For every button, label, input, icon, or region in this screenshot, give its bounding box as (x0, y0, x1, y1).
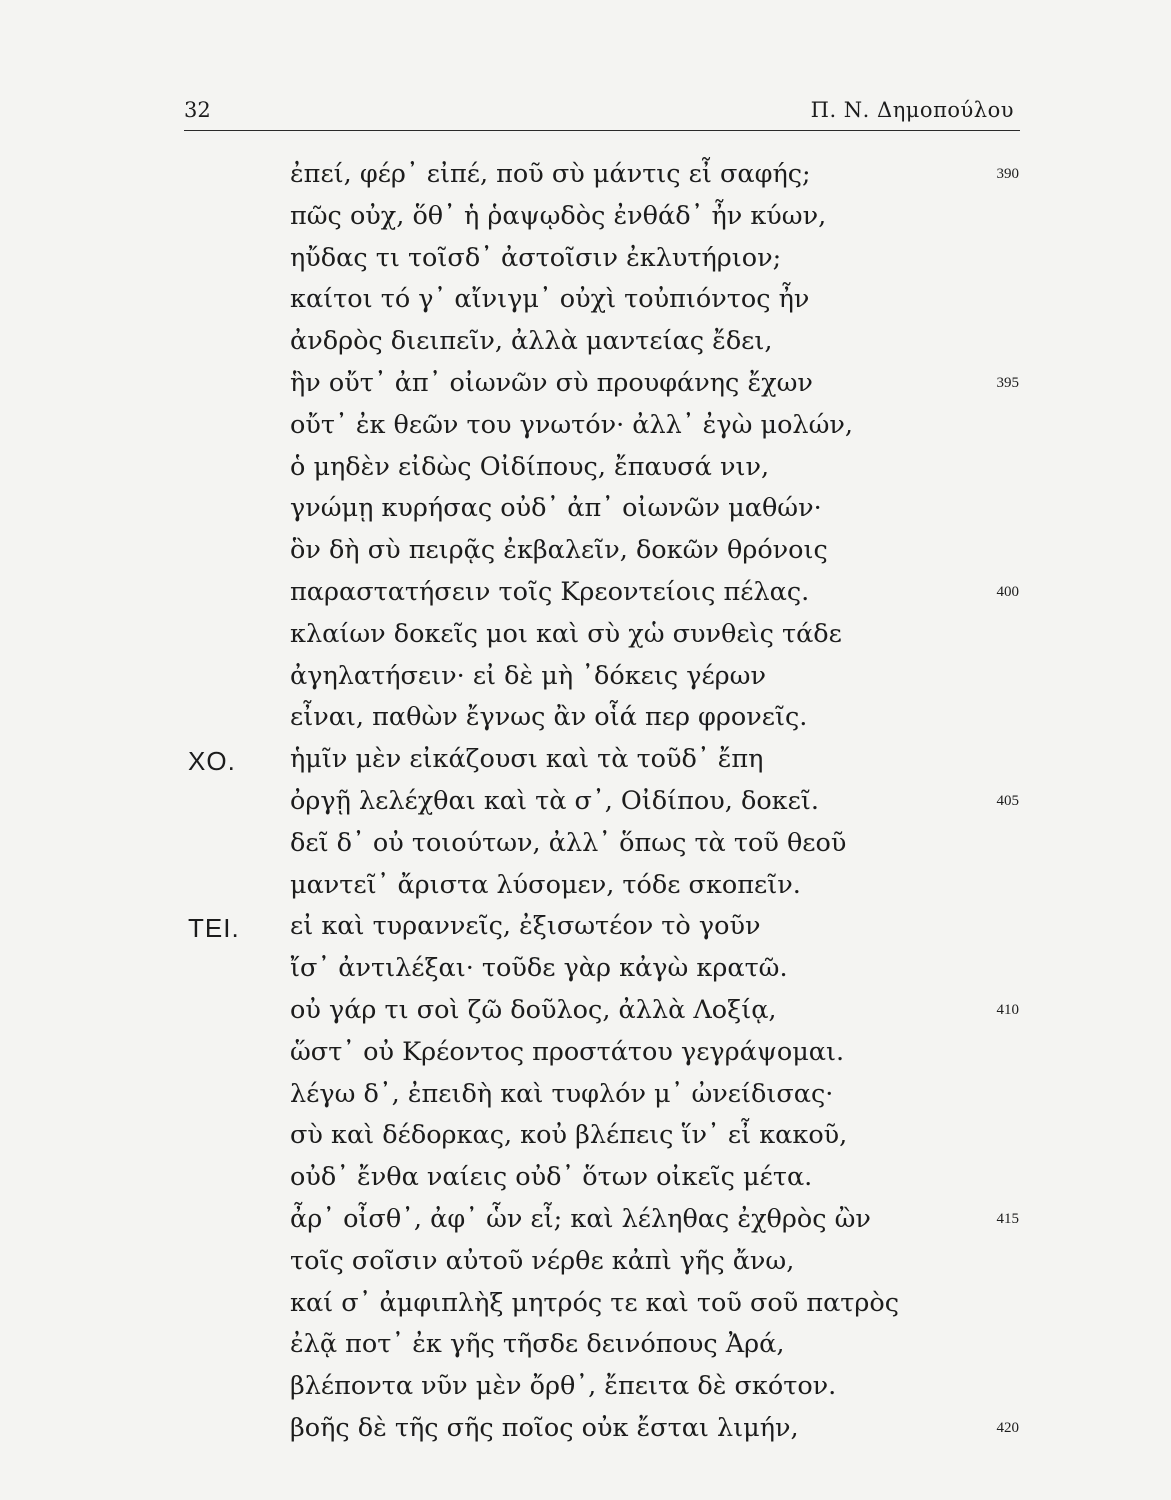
line-number: 410 (996, 1001, 1019, 1018)
verse-line (0, 617, 1171, 659)
verse-line (0, 1160, 1171, 1202)
verse-text: καί σ᾽ ἀμφιπλὴξ μητρός τε καὶ τοῦ σοῦ πατρὸς (290, 1287, 900, 1318)
verse-text: μαντεῖ᾽ ἄριστα λύσομεν, τόδε σκοπεῖν. (290, 869, 801, 900)
verse-text: οὔτ᾽ ἐκ θεῶν του γνωτόν· ἀλλ᾽ ἐγὼ μολών, (290, 409, 853, 440)
verse-text: οὐ γάρ τι σοὶ ζῶ δοῦλος, ἀλλὰ Λοξίᾳ, (290, 994, 777, 1025)
verse-text: εἰ καὶ τυραννεῖς, ἐξισωτέον τὸ γοῦν (290, 911, 761, 942)
verse-line (0, 450, 1171, 492)
verse-line (0, 1035, 1171, 1077)
page-header (184, 96, 1024, 130)
verse-line (0, 993, 1171, 1035)
verse-text: πῶς οὐχ, ὅθ᾽ ἡ ῥαψῳδὸς ἐνθάδ᾽ ἦν κύων, (290, 200, 827, 231)
verse-line (0, 408, 1171, 450)
verse-text: ἆρ᾽ οἶσθ᾽, ἀφ᾽ ὧν εἶ; καὶ λέληθας ἐχθρὸς ὢν (290, 1203, 871, 1234)
line-number: 415 (996, 1210, 1019, 1227)
verse-text: ὀργῇ λελέχθαι καὶ τὰ σ᾽, Οἰδίπου, δοκεῖ. (290, 785, 819, 816)
verse-text: βλέποντα νῦν μὲν ὄρθ᾽, ἔπειτα δὲ σκότον. (290, 1371, 837, 1402)
line-number: 420 (996, 1419, 1019, 1436)
verse-line (0, 1118, 1171, 1160)
verse-text: λέγω δ᾽, ἐπειδὴ καὶ τυφλόν μ᾽ ὠνείδισας· (290, 1078, 834, 1109)
verse-line (0, 742, 1171, 784)
page-number: 32 (184, 98, 211, 122)
verse-text: ἴσ᾽ ἀντιλέξαι· τοῦδε γὰρ κἀγὼ κρατῶ. (290, 953, 788, 984)
verse-text: δεῖ δ᾽ οὐ τοιούτων, ἀλλ᾽ ὅπως τὰ τοῦ θεοῦ (290, 827, 847, 858)
verse-line (0, 1077, 1171, 1119)
verse-text: καίτοι τό γ᾽ αἴνιγμ᾽ οὐχὶ τοὐπιόντος ἦν (290, 284, 810, 315)
verse-text: τοῖς σοῖσιν αὐτοῦ νέρθε κἀπὶ γῆς ἄνω, (290, 1245, 795, 1276)
header-rule (184, 130, 1020, 131)
verse-line (0, 491, 1171, 533)
verse-text: γνώμῃ κυρήσας οὐδ᾽ ἀπ᾽ οἰωνῶν μαθών· (290, 493, 822, 524)
speaker-label: ΤΕΙ. (188, 913, 240, 944)
verse-line (0, 282, 1171, 324)
verse-text: ἡμῖν μὲν εἰκάζουσι καὶ τὰ τοῦδ᾽ ἔπη (290, 744, 764, 775)
line-number: 390 (996, 166, 1019, 182)
verse-line (0, 784, 1171, 826)
line-number: 400 (996, 583, 1019, 600)
verse-line (0, 1369, 1171, 1411)
verse-text: ἣν οὔτ᾽ ἀπ᾽ οἰωνῶν σὺ προυφάνης ἔχων (290, 367, 813, 398)
verse-line (0, 826, 1171, 868)
verse-line (0, 868, 1171, 910)
verse-text: ὥστ᾽ οὐ Κρέοντος προστάτου γεγράψομαι. (290, 1036, 845, 1067)
verse-text: σὺ καὶ δέδορκας, κοὐ βλέπεις ἵν᾽ εἶ κακοῦ, (290, 1120, 848, 1151)
verse-line (0, 909, 1171, 951)
verse-line (0, 951, 1171, 993)
verse-text: ηὔδας τι τοῖσδ᾽ ἀστοῖσιν ἐκλυτήριον; (290, 242, 782, 273)
verse-text: κλαίων δοκεῖς μοι καὶ σὺ χὡ συνθεὶς τάδε (290, 618, 842, 649)
verse-line (0, 533, 1171, 575)
verse-line (0, 1202, 1171, 1244)
verse-line (0, 199, 1171, 241)
verse-text: ἀγηλατήσειν· εἰ δὲ μὴ ᾽δόκεις γέρων (290, 660, 766, 691)
verse-text: βοῆς δὲ τῆς σῆς ποῖος οὐκ ἔσται λιμήν, (290, 1412, 799, 1443)
verse-text: εἶναι, παθὼν ἔγνως ἂν οἷά περ φρονεῖς. (290, 702, 808, 733)
verse-line (0, 700, 1171, 742)
verse-line (0, 1327, 1171, 1369)
verse-line (0, 366, 1171, 408)
verse-text: παραστατήσειν τοῖς Κρεοντείοις πέλας. (290, 576, 810, 607)
verse-line (0, 1286, 1171, 1328)
running-head: Π. Ν. Δημοπούλου (810, 98, 1014, 122)
verse-text: ὁ μηδὲν εἰδὼς Οἰδίπους, ἔπαυσά νιν, (290, 451, 770, 482)
line-number: 405 (996, 792, 1019, 809)
verse-line (0, 575, 1171, 617)
verse-block (0, 157, 1171, 1453)
verse-line (0, 1411, 1171, 1453)
verse-text: ἐλᾷ ποτ᾽ ἐκ γῆς τῆσδε δεινόπους Ἀρά, (290, 1329, 785, 1360)
verse-line (0, 157, 1171, 199)
verse-line (0, 1244, 1171, 1286)
verse-text: ἀνδρὸς διειπεῖν, ἀλλὰ μαντείας ἔδει, (290, 326, 773, 357)
verse-line (0, 324, 1171, 366)
line-number: 395 (996, 374, 1019, 391)
speaker-label: ΧΟ. (188, 746, 236, 777)
verse-text: ἐπεί, φέρ᾽ εἰπέ, ποῦ σὺ μάντις εἶ σαφής; (290, 159, 811, 189)
verse-line (0, 241, 1171, 283)
verse-text: ὃν δὴ σὺ πειρᾷς ἐκβαλεῖν, δοκῶν θρόνοις (290, 535, 828, 566)
verse-line (0, 659, 1171, 701)
verse-text: οὐδ᾽ ἔνθα ναίεις οὐδ᾽ ὅτων οἰκεῖς μέτα. (290, 1162, 813, 1193)
